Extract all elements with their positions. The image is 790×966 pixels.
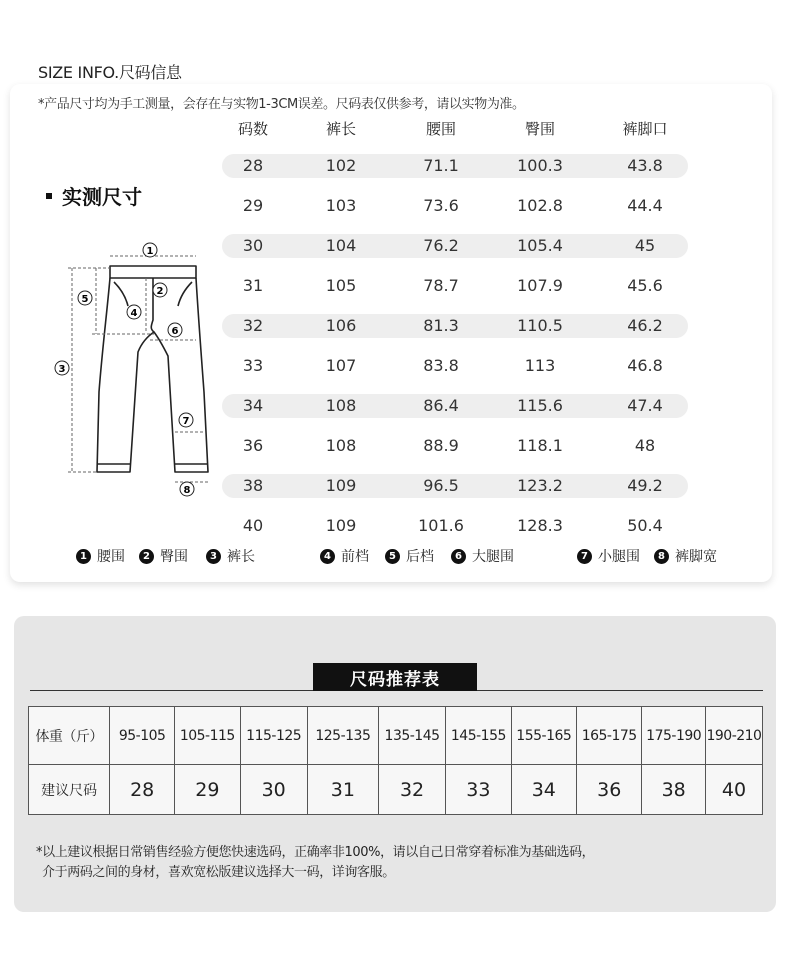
legend-number-icon: 4 <box>320 549 335 564</box>
weight-label: 体重（斤） <box>29 707 110 765</box>
table-cell: 36 <box>242 436 264 455</box>
size-cell: 28 <box>110 765 175 815</box>
diagram-label-2: 2 <box>156 286 164 297</box>
size-cell: 30 <box>240 765 307 815</box>
size-cell: 31 <box>307 765 378 815</box>
diagram-label-3: 3 <box>58 364 66 375</box>
table-cell: 38 <box>242 476 264 495</box>
legend-item: 2 臀围 <box>139 546 188 566</box>
table-cell: 88.9 <box>423 436 459 455</box>
table-cell: 115.6 <box>517 396 563 415</box>
table-cell: 110.5 <box>517 316 563 335</box>
legend-item: 7 小腿围 <box>577 546 640 566</box>
right-pocket <box>178 282 192 306</box>
legend-item: 1 腰围 <box>76 546 125 566</box>
legend-item: 5 后档 <box>385 546 434 566</box>
table-cell: 45.6 <box>627 276 663 295</box>
table-cell: 29 <box>242 196 264 215</box>
table-cell: 40 <box>242 516 264 535</box>
legend-number-icon: 5 <box>385 549 400 564</box>
table-cell: 43.8 <box>627 156 663 175</box>
legend-item: 8 裤脚宽 <box>654 546 717 566</box>
left-pocket <box>114 282 128 306</box>
diagram-label-5: 5 <box>81 294 89 305</box>
weight-cell: 125-135 <box>307 707 378 765</box>
size-cell: 34 <box>511 765 576 815</box>
table-cell: 109 <box>325 516 357 535</box>
table-cell: 105 <box>325 276 357 295</box>
weight-cell: 105-115 <box>175 707 240 765</box>
diagram-label-7: 7 <box>182 416 190 427</box>
table-cell: 113 <box>524 356 556 375</box>
table-cell: 47.4 <box>627 396 663 415</box>
waistband-outline <box>110 266 196 278</box>
pants-diagram <box>50 232 220 497</box>
table-cell: 86.4 <box>423 396 459 415</box>
table-cell: 100.3 <box>517 156 563 175</box>
table-cell: 34 <box>242 396 264 415</box>
legend-item: 3 裤长 <box>206 546 255 566</box>
table-cell: 76.2 <box>423 236 459 255</box>
table-cell: 109 <box>325 476 357 495</box>
table-cell: 33 <box>242 356 264 375</box>
weight-cell: 115-125 <box>240 707 307 765</box>
size-row <box>29 765 763 815</box>
weight-cell: 175-190 <box>642 707 706 765</box>
table-cell: 31 <box>242 276 264 295</box>
weight-cell: 95-105 <box>110 707 175 765</box>
legend-item: 4 前档 <box>320 546 369 566</box>
table-cell: 101.6 <box>418 516 464 535</box>
recommendation-title: 尺码推荐表 <box>313 663 477 691</box>
table-cell: 49.2 <box>627 476 663 495</box>
recommendation-note: *以上建议根据日常销售经验方便您快速选码，正确率非100%，请以自己日常穿着标准为基础选码， 介于两码之间的身材，喜欢宽松版建议选择大一码，详询客服。 <box>36 845 595 880</box>
weight-cell: 190-210 <box>705 707 762 765</box>
weight-cell: 155-165 <box>511 707 576 765</box>
table-cell: 81.3 <box>423 316 459 335</box>
weight-cell: 145-155 <box>446 707 511 765</box>
table-cell: 48 <box>634 436 656 455</box>
legend-item: 6 大腿围 <box>451 546 514 566</box>
table-cell: 45 <box>634 236 656 255</box>
legend-number-icon: 7 <box>577 549 592 564</box>
table-cell: 118.1 <box>517 436 563 455</box>
size-label: 建议尺码 <box>29 765 110 815</box>
table-cell: 102.8 <box>517 196 563 215</box>
size-cell: 38 <box>642 765 706 815</box>
diagram-label-1: 1 <box>146 246 154 257</box>
table-cell: 108 <box>325 396 357 415</box>
table-cell: 46.8 <box>627 356 663 375</box>
legend-number-icon: 6 <box>451 549 466 564</box>
legend-number-icon: 2 <box>139 549 154 564</box>
legend-number-icon: 3 <box>206 549 221 564</box>
table-cell: 128.3 <box>517 516 563 535</box>
table-cell: 44.4 <box>627 196 663 215</box>
recommendation-table <box>28 706 763 815</box>
table-cell: 96.5 <box>423 476 459 495</box>
column-header: 码数 <box>237 120 269 138</box>
table-cell: 107 <box>325 356 357 375</box>
table-cell: 28 <box>242 156 264 175</box>
weight-cell: 165-175 <box>577 707 642 765</box>
table-cell: 71.1 <box>423 156 459 175</box>
table-cell: 78.7 <box>423 276 459 295</box>
diagram-label-8: 8 <box>183 485 191 496</box>
column-header: 腰围 <box>425 120 457 138</box>
table-cell: 108 <box>325 436 357 455</box>
page-title: SIZE INFO.尺码信息 <box>38 63 182 82</box>
fly-line <box>151 278 154 332</box>
table-cell: 104 <box>325 236 357 255</box>
bullet-icon <box>46 193 52 199</box>
table-cell: 103 <box>325 196 357 215</box>
table-cell: 123.2 <box>517 476 563 495</box>
table-cell: 83.8 <box>423 356 459 375</box>
table-cell: 50.4 <box>627 516 663 535</box>
weight-row <box>29 707 763 765</box>
table-cell: 107.9 <box>517 276 563 295</box>
legend-number-icon: 8 <box>654 549 669 564</box>
column-header: 臀围 <box>524 120 556 138</box>
size-cell: 32 <box>378 765 445 815</box>
measure-section-title: 实测尺寸 <box>46 181 142 210</box>
column-header: 裤脚口 <box>622 120 668 138</box>
table-cell: 73.6 <box>423 196 459 215</box>
legend-number-icon: 1 <box>76 549 91 564</box>
size-cell: 33 <box>446 765 511 815</box>
table-cell: 46.2 <box>627 316 663 335</box>
diagram-label-6: 6 <box>171 326 179 337</box>
table-cell: 32 <box>242 316 264 335</box>
size-cell: 40 <box>705 765 762 815</box>
size-cell: 29 <box>175 765 240 815</box>
weight-cell: 135-145 <box>378 707 445 765</box>
table-cell: 102 <box>325 156 357 175</box>
diagram-label-4: 4 <box>130 308 138 319</box>
column-header: 裤长 <box>325 120 357 138</box>
table-cell: 105.4 <box>517 236 563 255</box>
table-cell: 106 <box>325 316 357 335</box>
size-cell: 36 <box>577 765 642 815</box>
measurement-disclaimer: *产品尺寸均为手工测量，会存在与实物1-3CM误差。尺码表仅供参考，请以实物为准。 <box>38 97 525 112</box>
table-cell: 30 <box>242 236 264 255</box>
